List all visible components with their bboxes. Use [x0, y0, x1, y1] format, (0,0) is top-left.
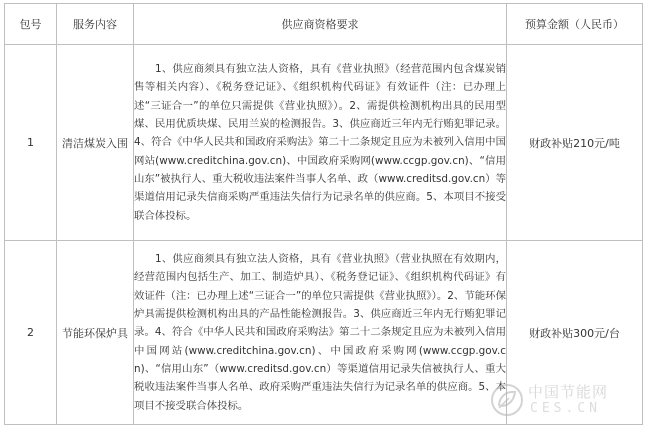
- row-service: 清洁煤炭入围: [57, 45, 134, 241]
- row-budget: 财政补贴210元/吨: [507, 45, 643, 241]
- header-service: 服务内容: [57, 4, 134, 45]
- leaf-logo-icon: [490, 383, 524, 417]
- table-row: [5, 45, 643, 241]
- row-budget: 财政补贴300元/台: [507, 241, 643, 425]
- header-package-no: 包号: [5, 4, 57, 45]
- row-package-no: 2: [5, 241, 57, 425]
- row-requirements: 1、供应商须具有独立法人资格，具有《营业执照》（经营范围内包含煤炭销售等相关内容）、《税务登记证》、《组织机构代码证》有效证件（注：已办理上述“三证合一”的单位只需提供《营业执照》）。2、需提供检测机构出具的民用型煤、民用优质块煤、民用兰炭的检测报告。3、供应商近三年内无行贿犯罪记录。4、符合《中华人民共和国政府采购法》第二十二条规定且应为未被列入信用中国网站(www.creditchina.gov.cn)、中国政府采购网(www.ccgp.gov.cn)、“信用山东”被执行人、重大税收违法案件当事人名单、政（www.creditsd.gov.cn）等渠道信用记录失信商采购严重违法失信行为记录名单的供应商。5、本项目不接受联合体投标。: [134, 63, 506, 222]
- row-requirements-cell: [134, 241, 507, 425]
- procurement-table: [4, 3, 643, 425]
- watermark: [490, 381, 640, 423]
- header-budget: 预算金额（人民币）: [507, 4, 643, 45]
- row-requirements-cell: [134, 45, 507, 241]
- header-requirements: 供应商资格要求: [134, 4, 507, 45]
- watermark-domain: CES.CN: [530, 401, 601, 416]
- row-service: 节能环保炉具: [57, 241, 134, 425]
- watermark-name: 中国节能网: [528, 383, 609, 401]
- header-row: [5, 4, 643, 45]
- row-requirements: 1、供应商须具有独立法人资格，具有《营业执照》（营业执照在有效期内，经营范围内包括生产、加工、制造炉具）、《税务登记证》、《组织机构代码证》有效证件（注：已办理上述“三证合一”的单位只需提供《营业执照》）。2、节能环保炉具需提供检测机构出具的产品性能检测报告。3、供应商近三年内无行贿犯罪记录。4、符合《中华人民共和国政府采购法》第二十二条规定且应为未被列入信用中国网站(www.creditchina.gov.cn)、中国政府采购网(www.ccgp.gov.cn)、“信用山东”（www.creditsd.gov.cn）等渠道信用记录失信被执行人、重大税收违法案件当事人名单、政府采购严重违法失信行为记录名单的供应商。5、本项目不接受联合体投标。: [134, 253, 506, 412]
- row-package-no: 1: [5, 45, 57, 241]
